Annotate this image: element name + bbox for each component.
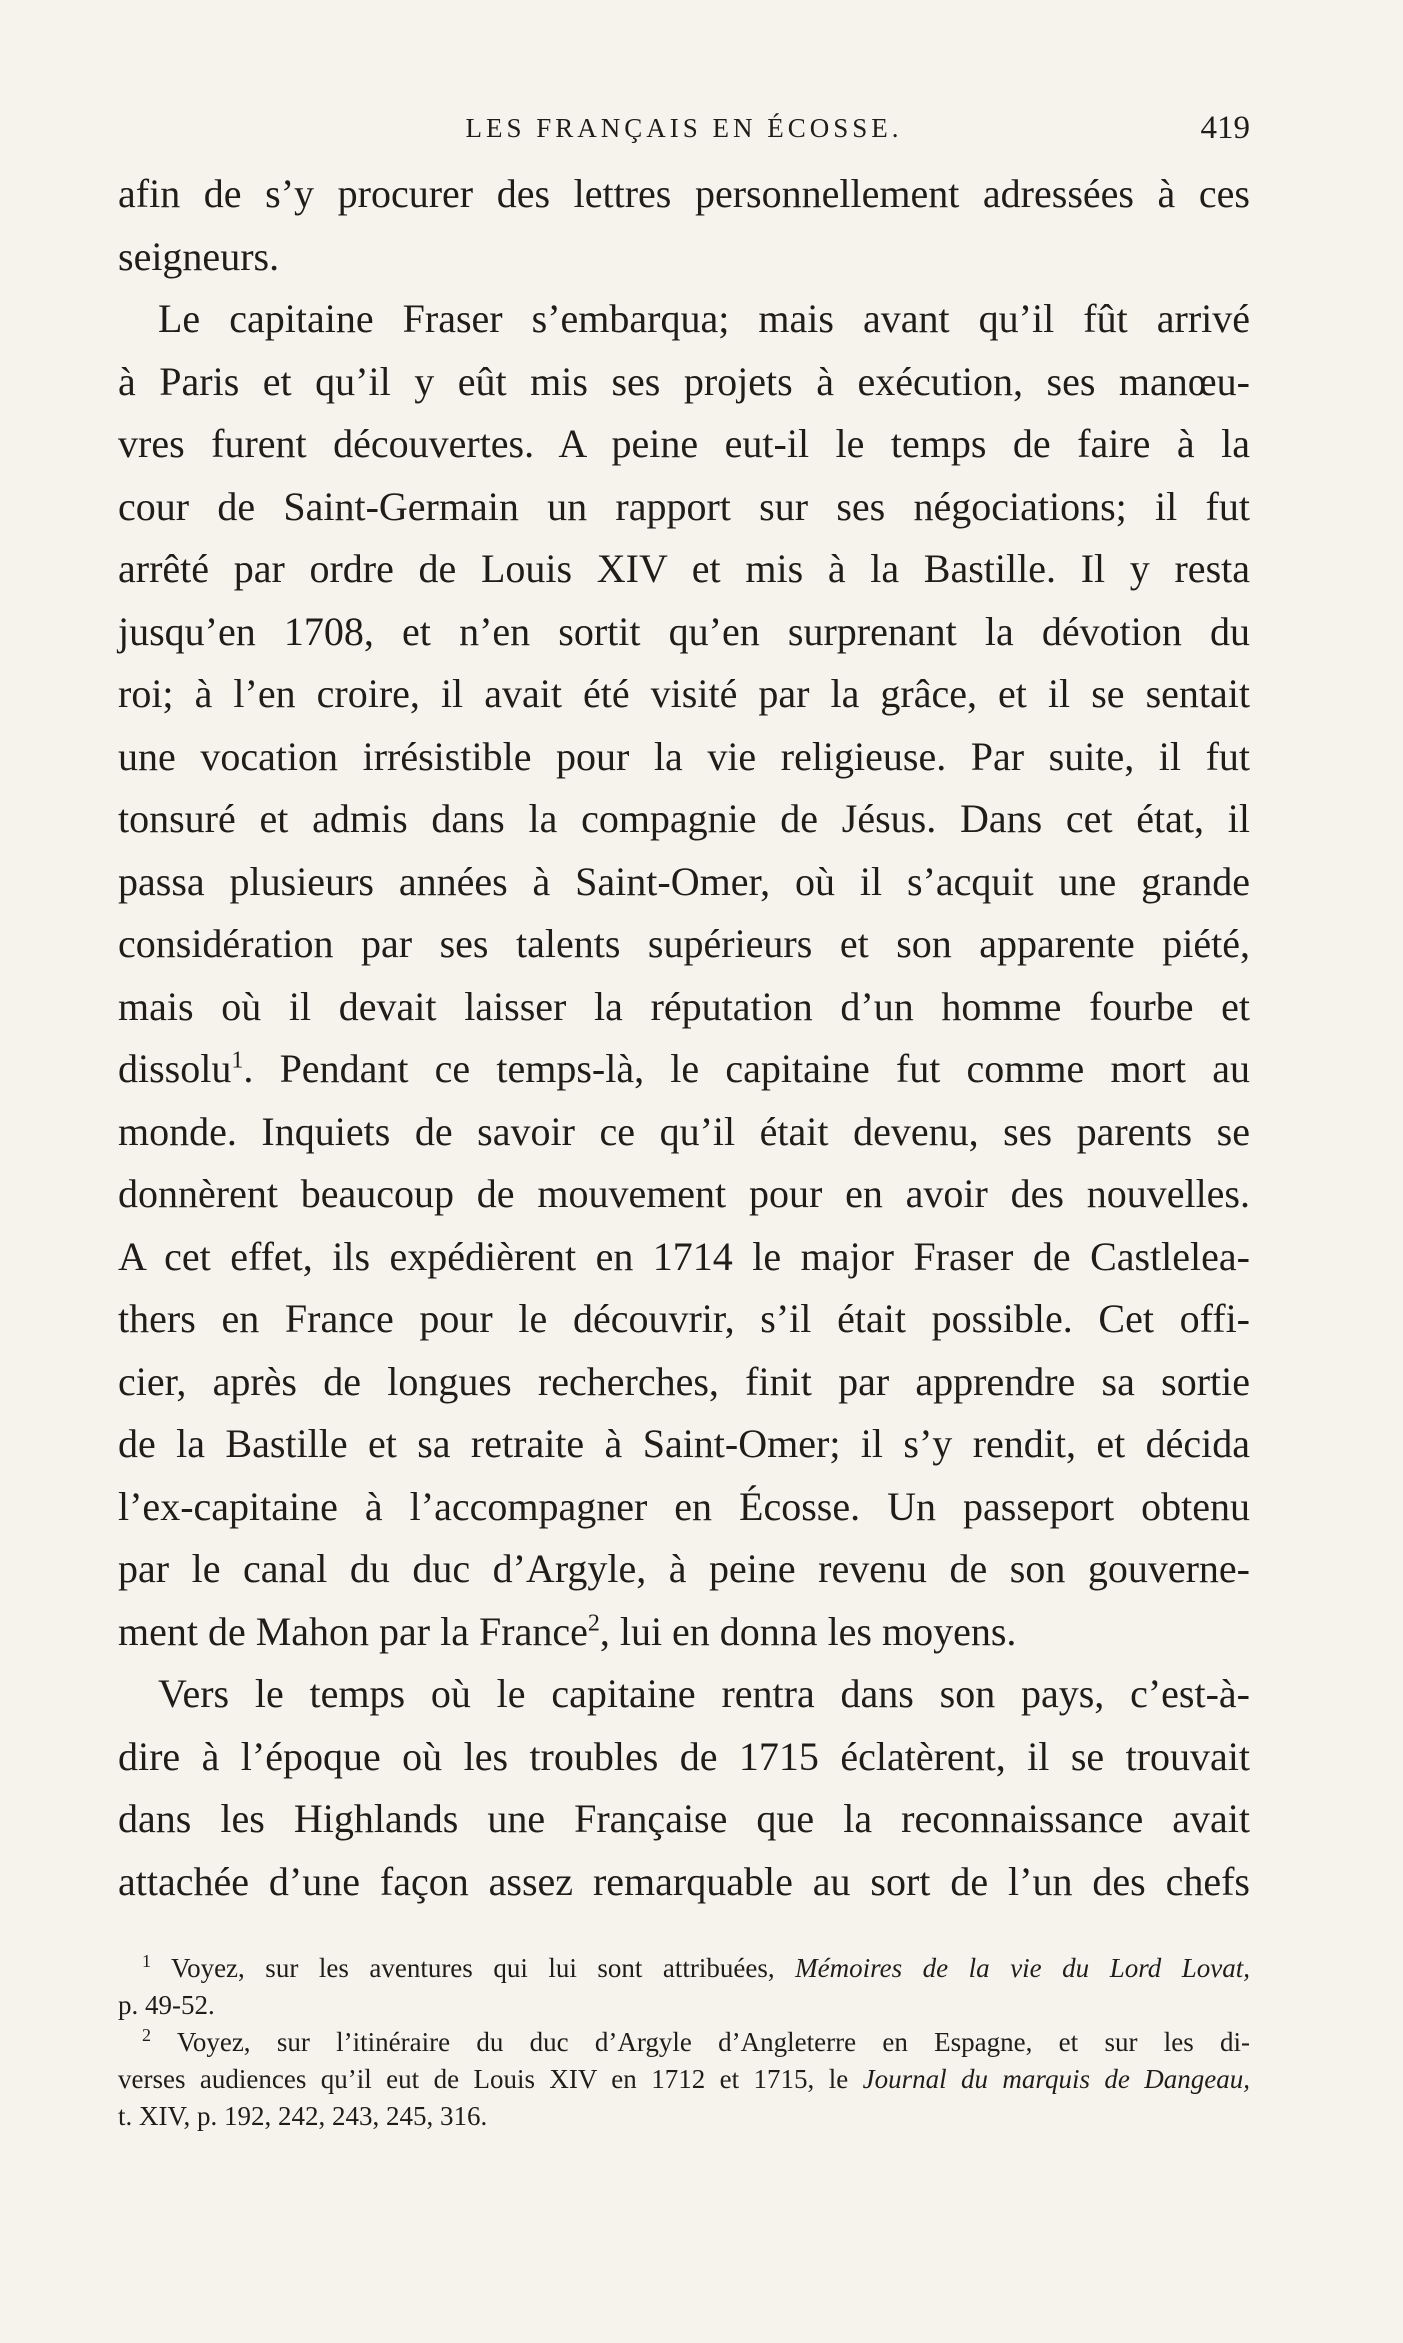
- footnote-1-cont: [118, 1987, 1250, 2024]
- text-line: mais où il devait laisser la réputation d’un homme fourbe et: [118, 983, 1250, 1029]
- text-line: donnèrent beaucoup de mouvement pour en avoir des nouvelles.: [118, 1171, 1250, 1216]
- text-line: [118, 1038, 1250, 1101]
- text-segment: ment de Mahon par la France: [118, 1608, 588, 1654]
- footnotes: [118, 1950, 1250, 2135]
- text-line: vres furent découvertes. A peine eut-il le temps de faire à la: [118, 421, 1250, 466]
- footnote-1: [118, 1950, 1250, 1987]
- text-line: afin de s’y procurer des lettres personnellement adressées à ces: [118, 171, 1250, 216]
- footnote-ref: 2: [587, 1610, 600, 1637]
- text-line: [118, 1601, 1250, 1664]
- footnote-2: [118, 2024, 1250, 2061]
- text-line: Vers le temps où le capitaine rentra dans son pays, c’est-à-: [158, 1671, 1250, 1716]
- text-line: cour de Saint-Germain un rapport sur ses négociations; il fut: [118, 483, 1250, 529]
- footnote-text: Voyez, sur l’itinéraire du duc d’Argyle d’Angleterre en Espagne, et sur les di-: [176, 2027, 1251, 2057]
- text-line: roi; à l’en croire, il avait été visité par la grâce, et il se sentait: [118, 671, 1250, 716]
- footnote-mark: 2: [142, 2025, 151, 2045]
- page-number: 419: [1200, 110, 1250, 146]
- text-line: par le canal du duc d’Argyle, à peine revenu de son gouverne-: [118, 1546, 1250, 1591]
- text-segment: . Pendant ce temps-là, le capitaine fut comme mort au: [243, 1046, 1250, 1091]
- text-line: tonsuré et admis dans la compagnie de Jésus. Dans cet état, il: [118, 796, 1250, 841]
- text-line: passa plusieurs années à Saint-Omer, où il s’acquit une grande: [118, 858, 1250, 904]
- text-line: seigneurs.: [118, 233, 280, 279]
- footnote-text: t. XIV, p. 192, 242, 243, 245, 316.: [118, 2101, 488, 2131]
- text-line: dire à l’époque où les troubles de 1715 éclatèrent, il se trouvait: [118, 1733, 1250, 1779]
- footnote-text: Voyez, sur les aventures qui lui sont attribuées,: [171, 1953, 775, 1983]
- text-line: dans les Highlands une Française que la reconnaissance avait: [118, 1796, 1250, 1841]
- footnote-title: Journal du marquis de Dangeau,: [862, 2064, 1250, 2094]
- text-line: une vocation irrésistible pour la vie religieuse. Par suite, il fut: [118, 733, 1250, 779]
- text-line: A cet effet, ils expédièrent en 1714 le major Fraser de Castlelea-: [118, 1233, 1250, 1279]
- footnote-2-cont: [118, 2061, 1250, 2098]
- footnote-2-end: [118, 2098, 1250, 2135]
- text-line: cier, après de longues recherches, finit par apprendre sa sortie: [118, 1358, 1250, 1404]
- text-segment: , lui en donna les moyens.: [599, 1608, 1017, 1654]
- text-line: jusqu’en 1708, et n’en sortit qu’en surprenant la dévotion du: [118, 608, 1250, 654]
- text-line: Le capitaine Fraser s’embarqua; mais avant qu’il fût arrivé: [158, 296, 1250, 341]
- text-line: arrêté par ordre de Louis XIV et mis à la Bastille. Il y resta: [118, 546, 1250, 591]
- text-line: attachée d’une façon assez remarquable au sort de l’un des chefs: [118, 1858, 1250, 1904]
- text-segment: dissolu: [118, 1046, 232, 1091]
- footnote-ref: 1: [231, 1047, 244, 1074]
- text-line: monde. Inquiets de savoir ce qu’il était devenu, ses parents se: [118, 1108, 1250, 1154]
- footnote-text: p. 49-52.: [118, 1990, 215, 2020]
- footnote-title: Mémoires de la vie du Lord Lovat,: [795, 1953, 1251, 1983]
- running-title: LES FRANÇAIS EN ÉCOSSE.: [465, 113, 903, 143]
- running-head: [118, 108, 1250, 148]
- text-line: à Paris et qu’il y eût mis ses projets à exécution, ses manœu-: [118, 358, 1250, 404]
- text-line: thers en France pour le découvrir, s’il était possible. Cet offi-: [118, 1296, 1250, 1341]
- text-line: de la Bastille et sa retraite à Saint-Omer; il s’y rendit, et décida: [118, 1421, 1250, 1466]
- footnote-text: verses audiences qu’il eut de Louis XIV en 1712 et 1715, le: [118, 2064, 849, 2094]
- text-line: l’ex-capitaine à l’accompagner en Écosse. Un passeport obtenu: [118, 1483, 1250, 1529]
- text-line: considération par ses talents supérieurs et son apparente piété,: [118, 921, 1250, 966]
- body-text: [118, 163, 1250, 1913]
- footnote-mark: 1: [142, 1951, 151, 1971]
